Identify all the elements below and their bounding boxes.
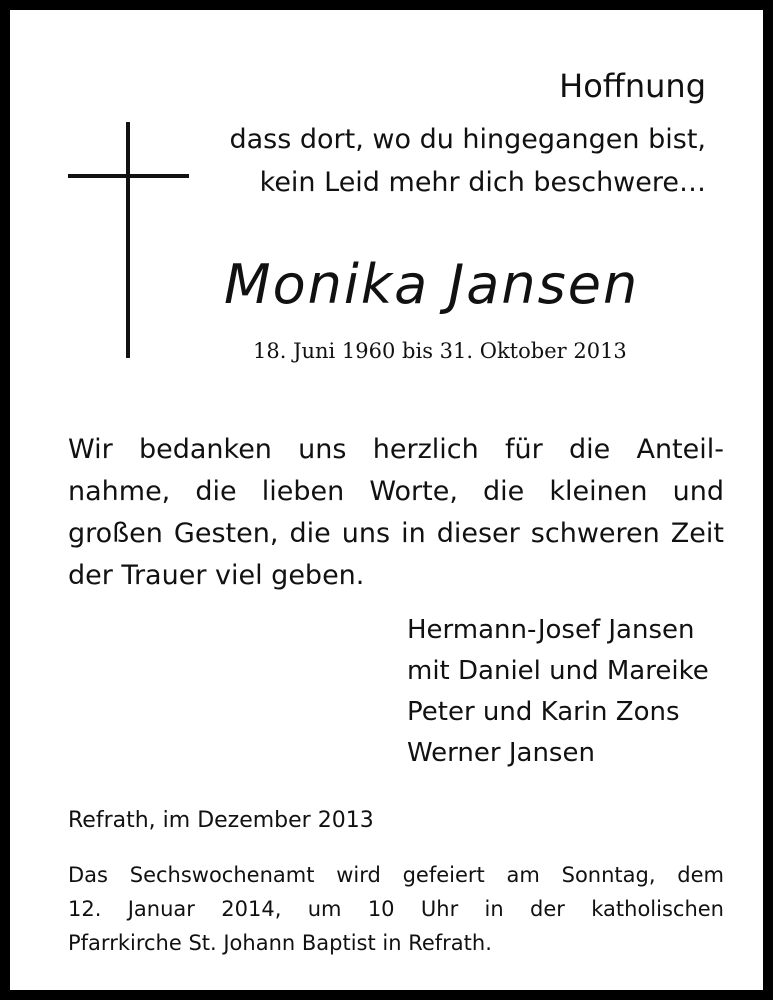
life-dates: 18. Juni 1960 bis 31. Oktober 2013 <box>253 339 627 363</box>
mass-notice <box>68 858 724 960</box>
mass-notice-line: 12. Januar 2014, um 10 Uhr in der katholischen <box>68 897 724 921</box>
signer-name: Werner Jansen <box>407 738 595 768</box>
thanks-line: großen Gesten, die uns in dieser schweren Zeit <box>68 518 724 549</box>
deceased-name: Monika Jansen <box>224 253 640 316</box>
cross-icon-horizontal-bar <box>68 174 189 178</box>
motto-line: dass dort, wo du hingegangen bist, <box>229 124 706 155</box>
mass-notice-line: Pfarrkirche St. Johann Baptist in Refrath. <box>68 931 492 955</box>
signer-name: mit Daniel und Mareike <box>407 656 709 686</box>
place-date: Refrath, im Dezember 2013 <box>68 808 374 833</box>
cross-icon-vertical-bar <box>126 122 130 358</box>
motto-title: Hoffnung <box>559 67 706 105</box>
thanks-paragraph <box>68 429 724 597</box>
signer-name: Hermann-Josef Jansen <box>407 615 695 645</box>
thanks-line: Wir bedanken uns herzlich für die Anteil- <box>68 434 724 465</box>
thanks-line: nahme, die lieben Worte, die kleinen und <box>68 476 724 507</box>
signer-name: Peter und Karin Zons <box>407 697 680 727</box>
thanks-line: der Trauer viel geben. <box>68 560 365 591</box>
mass-notice-line: Das Sechswochenamt wird gefeiert am Sonntag, dem <box>68 863 724 887</box>
motto-line: kein Leid mehr dich beschwere… <box>259 167 706 198</box>
signers-list <box>407 610 709 774</box>
